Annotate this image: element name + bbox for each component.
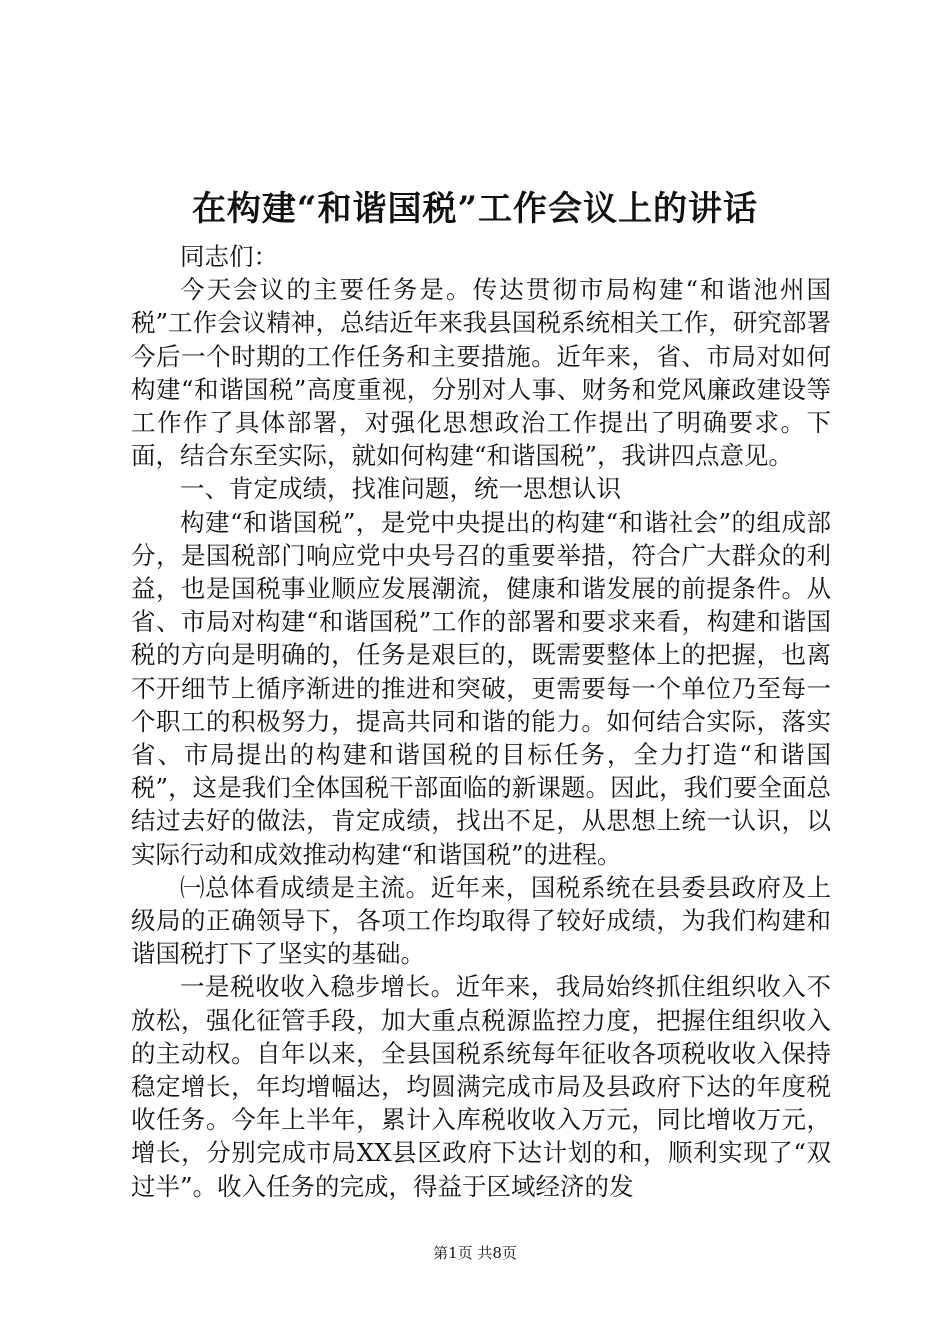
- body-paragraph: 一是税收收入稳步增长。近年来，我局始终抓住组织收入不放松，强化征管手段，加大重点税源监控力度，把握住组织收入的主动权。自年以来，全县国税系统每年征收各项税收收入保持稳定增长，年均增幅达，均圆满完成市局及县政府下达的年度税收任务。今年上半年，累计入库税收收入万元，同比增收万元，增长，分别完成市局XX县区政府下达计划的和，顺利实现了“双过半”。收入任务的完成，得益于区域经济的发: [131, 972, 831, 1201]
- section-heading: 一、肯定成绩，找准问题，统一思想认识: [180, 474, 621, 504]
- document-body: [131, 240, 831, 1203]
- document-title: 在构建“和谐国税”工作会议上的讲话: [191, 189, 759, 229]
- body-paragraph: 今天会议的主要任务是。传达贯彻市局构建“和谐池州国税”工作会议精神，总结近年来我县国税系统相关工作，研究部署今后一个时期的工作任务和主要措施。近年来，省、市局对如何构建“和谐国税”高度重视，分别对人事、财务和党风廉政建设等工作作了具体部署，对强化思想政治工作提出了明确要求。下面，结合东至实际，就如何构建“和谐国税”，我讲四点意见。: [131, 275, 831, 471]
- body-paragraph: 构建“和谐国税”，是党中央提出的构建“和谐社会”的组成部分，是国税部门响应党中央号召的重要举措，符合广大群众的利益，也是国税事业顺应发展潮流，健康和谐发展的前提条件。从省、市局对构建“和谐国税”工作的部署和要求来看，构建和谐国税的方向是明确的，任务是艰巨的，既需要整体上的把握，也离不开细节上循序渐进的推进和突破，更需要每一个单位乃至每一个职工的积极努力，提高共同和谐的能力。如何结合实际，落实省、市局提出的构建和谐国税的目标任务，全力打造“和谐国税”，这是我们全体国税干部面临的新课题。因此，我们要全面总结过去好的做法，肯定成绩，找出不足，从思想上统一认识，以实际行动和成效推动构建“和谐国税”的进程。: [131, 507, 831, 869]
- page-footer: 第1页 共8页: [433, 1244, 517, 1262]
- salutation-paragraph: 同志们：: [180, 242, 278, 271]
- body-paragraph: ㈠总体看成绩是主流。近年来，国税系统在县委县政府及上级局的正确领导下，各项工作均取得了较好成绩，为我们构建和谐国税打下了坚实的基础。: [131, 872, 831, 969]
